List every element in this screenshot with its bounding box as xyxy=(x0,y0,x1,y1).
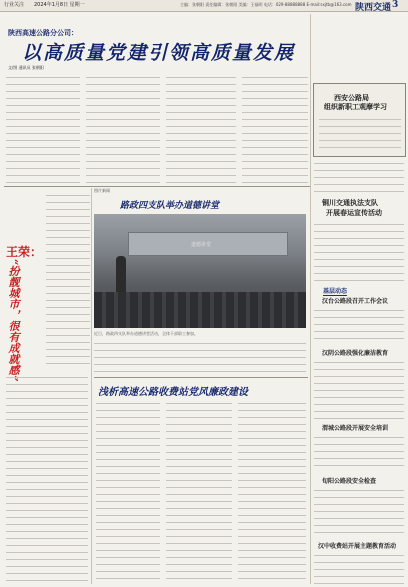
brief-5-body xyxy=(314,550,404,584)
brief-4-body xyxy=(314,485,404,537)
photo-caption: 近日，路政四支队举办道德讲堂活动，全体干部职工参加。 xyxy=(94,331,198,336)
lead-kicker: 陕西高速公路分公司： xyxy=(8,28,78,37)
brief-5-title: 汉中收费站开展主题教育活动 xyxy=(318,543,397,550)
sidebar-story2-title: 铜川交通执法支队 xyxy=(322,198,378,207)
column-divider-right xyxy=(310,14,311,584)
sidebar-story1-body xyxy=(314,158,404,192)
section-label: 行业关注 xyxy=(4,2,25,8)
editor-info: 主编：张朝阳 责任编辑：张朝阳 美编：王福明 电话：029-88888888 E-mail:sxjtb@163.com xyxy=(180,2,352,7)
lead-headline: 以高质量党建引领高质量发展 xyxy=(22,42,296,64)
feature-right-body xyxy=(46,190,90,370)
photo-tag: 图片新闻 xyxy=(94,188,110,193)
sidebar-story2-body xyxy=(314,219,404,281)
photo-stage-banner xyxy=(128,232,288,256)
issue-date: 2024年1月8日 星期一 xyxy=(34,2,85,8)
brief-2-body xyxy=(314,357,404,419)
sidebar-story2-subtitle: 开展春运宣传活动 xyxy=(326,208,382,217)
brief-4-title: 旬阳公路段安全检查 xyxy=(322,478,377,485)
brief-1-title: 汉台公路段召开工作会议 xyxy=(322,298,389,305)
photo-title: 路政四支队举办道德讲堂 xyxy=(120,201,220,211)
lead-body-col3 xyxy=(166,72,236,184)
lead-byline: 文/图 通讯员 张朝阳 xyxy=(8,65,44,70)
lead-body-col2 xyxy=(86,72,160,184)
news-photo xyxy=(94,214,306,328)
sidebar-box xyxy=(313,83,406,157)
story3-col2 xyxy=(166,398,232,584)
feature-side-headline xyxy=(6,245,44,382)
box-title-line1: 西安公路局 xyxy=(334,93,369,102)
story3-col3 xyxy=(238,398,306,584)
brief-3-title: 渭城公路段开展安全培训 xyxy=(322,425,389,432)
lead-body-col4 xyxy=(242,72,308,184)
feature-side-quote: “扮靓城市，很有成就感” xyxy=(7,259,20,382)
lead-body-col1 xyxy=(6,72,80,184)
box-body xyxy=(319,114,401,152)
feature-left-body xyxy=(6,372,88,584)
stage-text: 道德讲堂 xyxy=(191,242,212,248)
lead-divider xyxy=(4,186,310,187)
brief-2-title: 汉阴公路段强化廉洁教育 xyxy=(322,350,389,357)
box-title-line2: 组织新职工观摩学习 xyxy=(324,102,387,111)
photo-audience xyxy=(94,292,306,328)
brief-3-body xyxy=(314,432,404,472)
story3-headline: 浅析高速公路收费站党风廉政建设 xyxy=(98,387,248,398)
story3-divider xyxy=(94,377,308,378)
photo-caption-body xyxy=(94,338,306,374)
page-number: 3 xyxy=(392,0,399,10)
brief-1-body xyxy=(314,305,404,345)
story3-col1 xyxy=(96,398,160,584)
page-header xyxy=(0,0,408,12)
feature-divider xyxy=(91,188,92,584)
sidebar-section-label: 基层动态 xyxy=(323,288,348,295)
masthead: 陕西交通 xyxy=(355,3,392,13)
feature-side-head: 王荣： xyxy=(6,245,43,259)
